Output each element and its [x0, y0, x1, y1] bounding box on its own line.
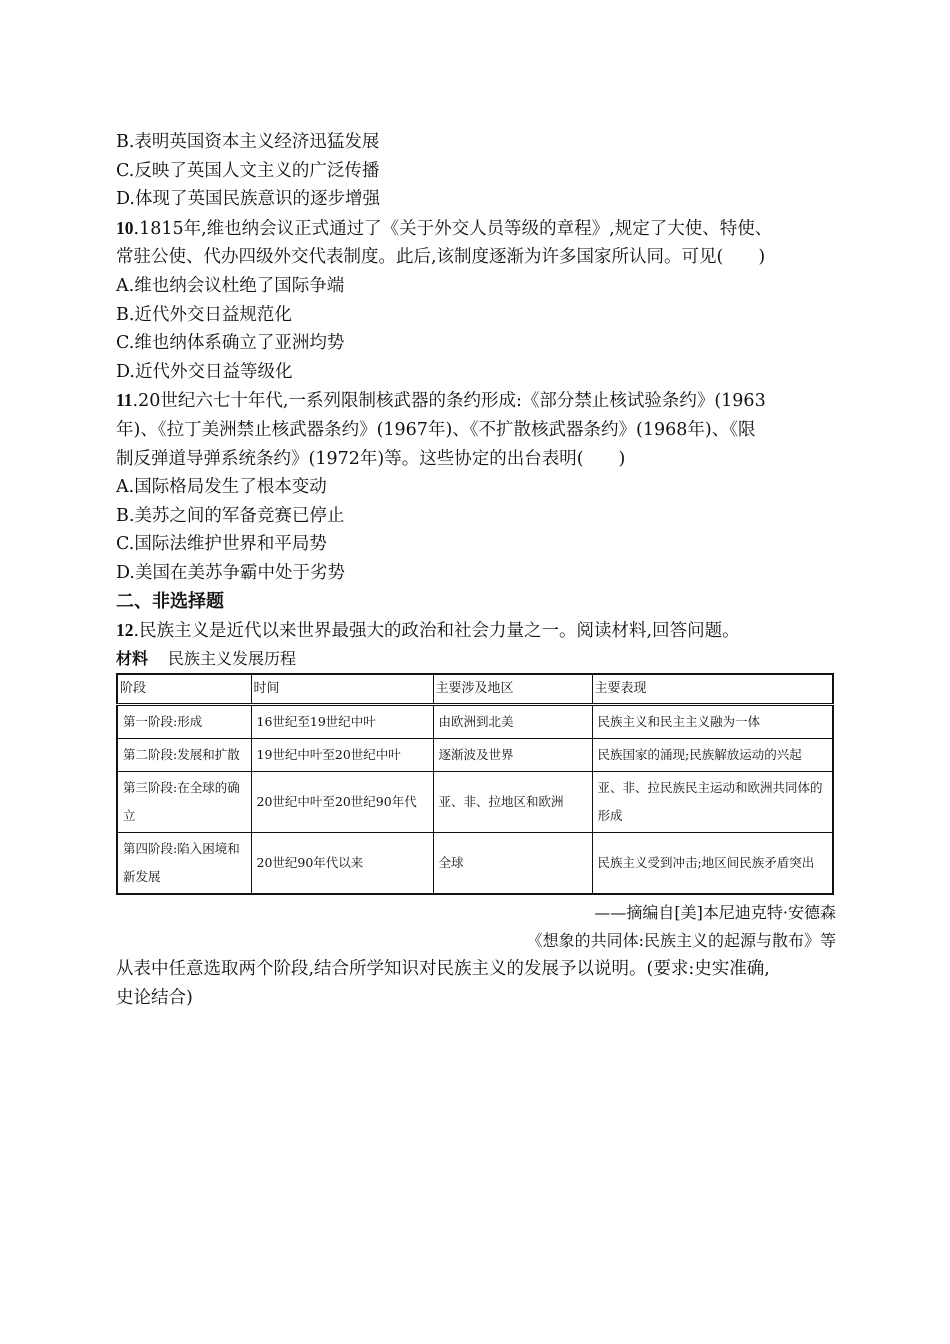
q10-number: 10: [116, 217, 134, 238]
q9-option-b: B.表明英国资本主义经济迅猛发展: [116, 132, 380, 152]
table-cell: 逐渐波及世界: [433, 739, 592, 772]
q11-option-a: A.国际格局发生了根本变动: [116, 477, 327, 498]
material-label: 材料: [116, 649, 149, 669]
table-cell: 民族国家的涌现;民族解放运动的兴起: [592, 739, 833, 772]
table-header-cell: 阶段: [117, 674, 251, 705]
q10-stem-text1: .1815年,维也纳会议正式通过了《关于外交人员等级的章程》,规定了大使、特使、: [133, 218, 773, 239]
table-row: [117, 833, 833, 895]
q11-stem-line1: [116, 386, 836, 416]
q11-stem-line3: 制反弹道导弹系统条约》(1972年)等。这些协定的出台表明( ): [116, 448, 626, 469]
q9-option-d: D.体现了英国民族意识的逐步增强: [116, 189, 380, 210]
table-cell: 第三阶段:在全球的确立: [117, 772, 251, 833]
table-cell: 19世纪中叶至20世纪中叶: [251, 739, 433, 772]
table-row: [117, 772, 833, 833]
table-header-cell: 主要表现: [592, 674, 833, 705]
material-title: 民族主义发展历程: [168, 649, 297, 669]
table-cell: 第一阶段:形成: [117, 705, 251, 739]
table-row: [117, 705, 833, 739]
material-caption: [116, 647, 836, 671]
q10-option-b: B.近代外交日益规范化: [116, 304, 292, 325]
material-table: [116, 673, 834, 895]
table-cell: 由欧洲到北美: [433, 705, 592, 739]
table-cell: 民族主义受到冲击;地区间民族矛盾突出: [592, 833, 833, 895]
q12-stem-text: .民族主义是近代以来世界最强大的政治和社会力量之一。阅读材料,回答问题。: [133, 620, 740, 641]
table-cell: 20世纪90年代以来: [251, 833, 433, 895]
table-row: [117, 739, 833, 772]
table-cell: 全球: [433, 833, 592, 895]
q10-option-d: D.近代外交日益等级化: [116, 361, 293, 382]
table-cell: 20世纪中叶至20世纪90年代: [251, 772, 433, 833]
table-cell: 第四阶段:陷入困境和新发展: [117, 833, 251, 895]
document-page: [116, 128, 836, 1012]
table-header-cell: 时间: [251, 674, 433, 705]
q10-stem-line2: 常驻公使、代办四级外交代表制度。此后,该制度逐渐为许多国家所认同。可见( ): [116, 247, 766, 268]
table-header-row: [117, 674, 833, 705]
q12-number: 12: [116, 619, 134, 640]
q11-stem-line2: 年)、《拉丁美洲禁止核武器条约》(1967年)、《不扩散核武器条约》(1968年)、《限: [116, 419, 756, 440]
table-cell: 亚、非、拉民族民主运动和欧洲共同体的形成: [592, 772, 833, 833]
q10-option-a: A.维也纳会议杜绝了国际争端: [116, 275, 345, 296]
q10-option-c: C.维也纳体系确立了亚洲均势: [116, 333, 345, 354]
table-cell: 亚、非、拉地区和欧洲: [433, 772, 592, 833]
table-cell: 第二阶段:发展和扩散: [117, 739, 251, 772]
q11-stem-text1: .20世纪六七十年代,一系列限制核武器的条约形成:《部分禁止核试验条约》(1963: [132, 391, 766, 412]
q11-number: 11: [116, 390, 133, 411]
q11-option-d: D.美国在美苏争霸中处于劣势: [116, 562, 345, 583]
q12-question-line1: 从表中任意选取两个阶段,结合所学知识对民族主义的发展予以说明。(要求:史实准确,: [116, 959, 770, 980]
q11-option-b: B.美苏之间的军备竞赛已停止: [116, 505, 345, 526]
q12-stem: [116, 616, 836, 646]
q10-stem-line1: [116, 214, 836, 244]
source-attribution-line2: 《想象的共同体:民族主义的起源与散布》等: [526, 931, 836, 951]
q12-question-line2: 史论结合): [116, 987, 193, 1008]
source-attribution-line1: ——摘编自[美]本尼迪克特·安德森: [594, 903, 836, 923]
table-cell: 民族主义和民主主义融为一体: [592, 705, 833, 739]
section-heading: 二、非选择题: [116, 590, 224, 612]
q9-option-c: C.反映了英国人文主义的广泛传播: [116, 160, 380, 181]
table-header-cell: 主要涉及地区: [433, 674, 592, 705]
q11-option-c: C.国际法维护世界和平局势: [116, 534, 327, 555]
table-cell: 16世纪至19世纪中叶: [251, 705, 433, 739]
